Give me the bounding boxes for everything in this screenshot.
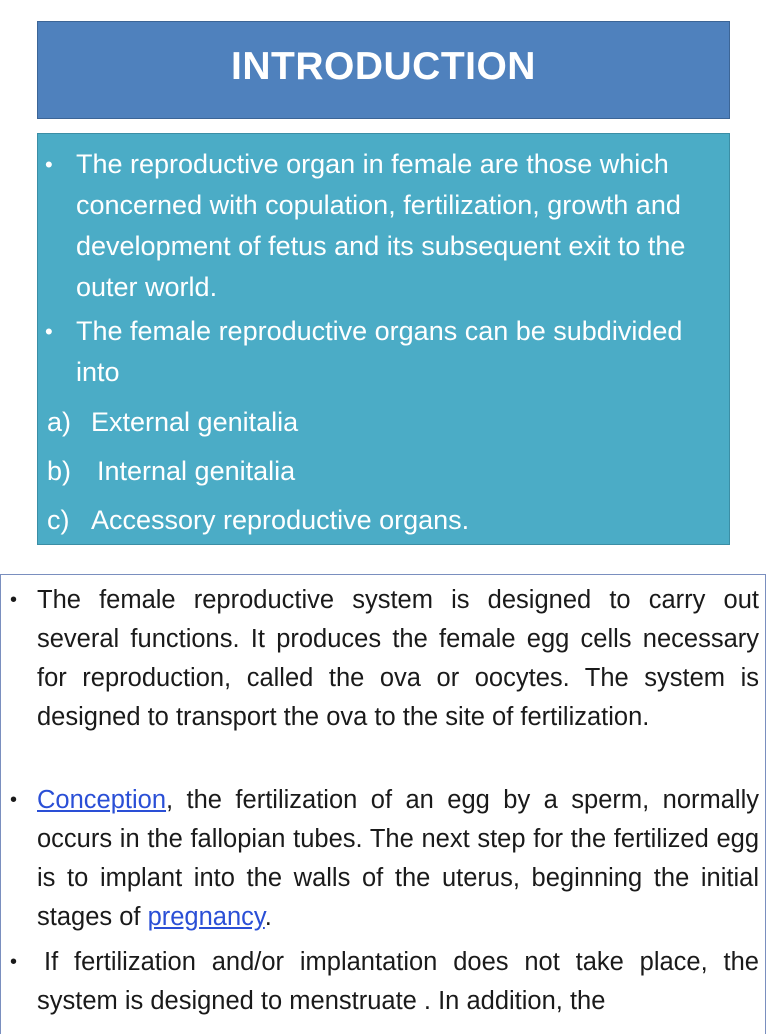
document-text-section (0, 574, 766, 1034)
slide-bullet-text: The female reproductive organs can be subdivided into (76, 316, 683, 387)
slide-content-box (37, 133, 730, 545)
document-bullet-text-part: . (264, 903, 272, 931)
bullet-marker: • (45, 319, 53, 344)
document-bullet-text: The female reproductive system is designed to carry out several functions. It produces the female egg cells necessary for reproduction, called the ova or oocytes. The system is designed to transport the ova to the site of fertilization. (37, 586, 759, 731)
subdivision-item (47, 402, 298, 443)
subdivision-item (47, 451, 295, 492)
pregnancy-link[interactable]: pregnancy (147, 903, 265, 931)
subdivision-text: Internal genitalia (97, 456, 296, 486)
document-bullet-text: If fertilization and/or implantation does not take place, the system is designed to menstruate . In addition, the (37, 948, 759, 1015)
document-bullet-text-part: , the fertilization of an egg by a sperm, normally occurs in the fallopian tubes. The next step for the fertilized egg is to implant into the walls of the uterus, beginning the initial stages of (37, 786, 759, 931)
subdivision-text: Accessory reproductive organs. (91, 505, 470, 535)
document-bullet-text (37, 781, 759, 937)
bullet-marker: • (45, 152, 53, 177)
bullet-marker: • (10, 951, 18, 973)
bullet-marker: • (10, 589, 18, 611)
subdivision-text: External genitalia (91, 407, 299, 437)
subdivision-marker: a) (47, 407, 72, 437)
bullet-marker: • (10, 789, 18, 811)
subdivision-marker: b) (47, 456, 72, 486)
subdivision-marker: c) (47, 505, 70, 535)
conception-link[interactable]: Conception (37, 786, 167, 814)
slide-title: INTRODUCTION (231, 45, 536, 88)
slide-bullet-text: The reproductive organ in female are those which concerned with copulation, fertilization, growth and development of fetus and its subsequent exit to the outer world. (76, 149, 686, 302)
subdivision-item (47, 500, 469, 541)
slide-title-bar (37, 21, 730, 119)
